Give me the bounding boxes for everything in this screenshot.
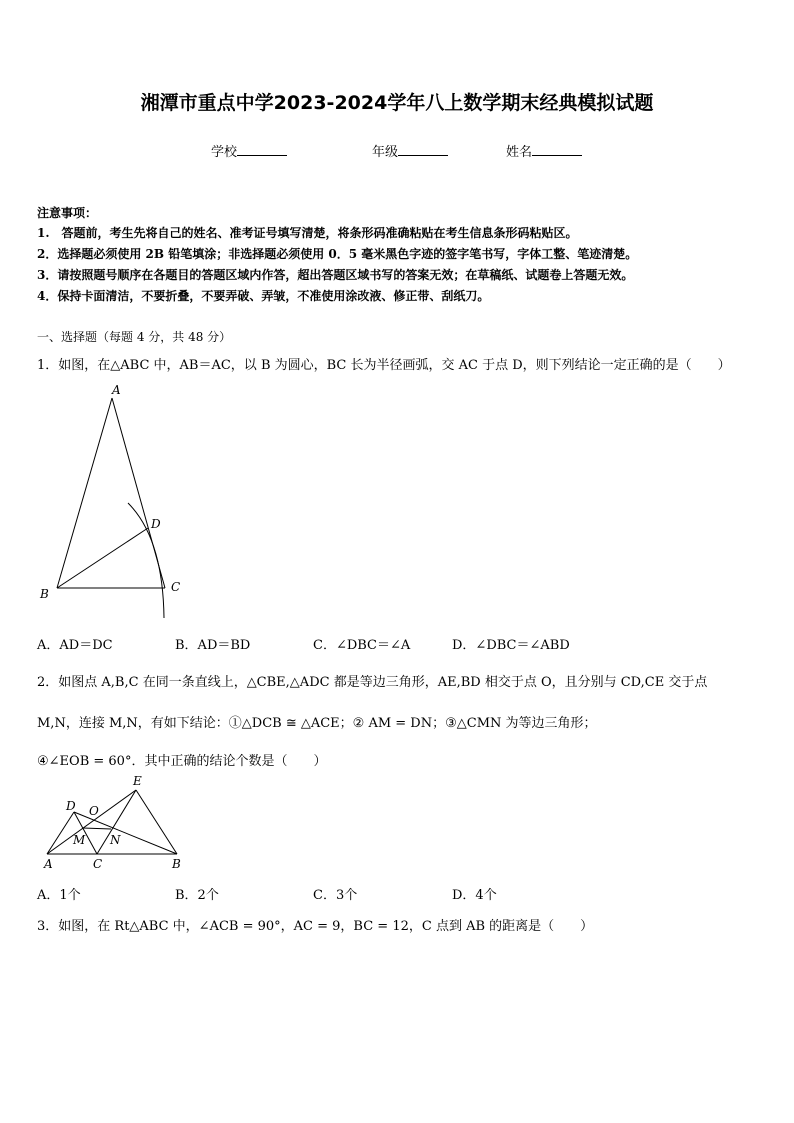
- notice-item: 3．请按照题号顺序在各题目的答题区域内作答，超出答题区域书写的答案无效；在草稿纸、试题卷上答题无效。: [37, 268, 634, 282]
- q1-option-d[interactable]: D．∠DBC＝∠ABD: [452, 638, 570, 653]
- grade-blank[interactable]: [398, 143, 448, 156]
- q2-label-b: B: [172, 857, 181, 871]
- q2-label-o: O: [89, 804, 99, 818]
- q1-option-c[interactable]: C．∠DBC＝∠A: [313, 638, 411, 653]
- q2-figure: [35, 770, 195, 874]
- page-title: 湘潭市重点中学2023-2024学年八上数学期末经典模拟试题: [140, 92, 654, 114]
- school-blank[interactable]: [237, 143, 287, 156]
- q2-option-b[interactable]: B．2个: [175, 888, 219, 903]
- name-blank[interactable]: [532, 143, 582, 156]
- notice-heading: 注意事项：: [37, 206, 98, 220]
- q1-label-b: B: [40, 587, 49, 601]
- q1-label-d: D: [151, 517, 161, 531]
- school-label: 学校: [211, 145, 238, 160]
- q2-line1: 2．如图点 A,B,C 在同一条直线上，△CBE,△ADC 都是等边三角形，AE,BD 相交于点 O，且分别与 CD,CE 交于点: [37, 675, 708, 690]
- q2-option-c[interactable]: C．3个: [313, 888, 358, 903]
- school-field: [211, 141, 287, 160]
- q2-label-d: D: [66, 799, 76, 813]
- q2-label-n: N: [110, 833, 121, 847]
- section-heading: 一、选择题（每题 4 分，共 48 分）: [37, 330, 232, 344]
- name-field: [506, 141, 582, 160]
- q2-line2: M,N，连接 M,N，有如下结论：①△DCB ≅ △ACE；② AM = DN；③△CMN 为等边三角形；: [37, 716, 597, 731]
- grade-field: [372, 141, 448, 160]
- q3-stem: 3．如图，在 Rt△ABC 中，∠ACB = 90°，AC = 9，BC = 12，C 点到 AB 的距离是（ ）: [37, 919, 594, 934]
- q2-line3: ④∠EOB = 60°．其中正确的结论个数是（ ）: [37, 754, 327, 769]
- q2-label-e: E: [133, 774, 142, 788]
- q1-stem: 1．如图，在△ABC 中，AB＝AC，以 B 为圆心，BC 长为半径画弧，交 AC 于点 D，则下列结论一定正确的是（ ）: [37, 358, 731, 373]
- q2-label-c: C: [93, 857, 103, 871]
- q2-label-a: A: [44, 857, 53, 871]
- notice-item: 4．保持卡面清洁，不要折叠，不要弄破、弄皱，不准使用涂改液、修正带、刮纸刀。: [37, 289, 490, 303]
- q2-option-d[interactable]: D．4个: [452, 888, 497, 903]
- q1-label-a: A: [112, 383, 121, 397]
- grade-label: 年级: [372, 145, 399, 160]
- q2-label-m: M: [73, 833, 86, 847]
- q2-option-a[interactable]: A．1个: [37, 888, 81, 903]
- notice-item: 1. 答题前，考生先将自己的姓名、准考证号填写清楚，将条形码准确粘贴在考生信息条形码粘贴区。: [37, 226, 578, 240]
- notice-item: 2．选择题必须使用 2B 铅笔填涂；非选择题必须使用 0．5 毫米黑色字迹的签字笔书写，字体工整、笔迹清楚。: [37, 247, 638, 261]
- q1-option-b[interactable]: B．AD＝BD: [175, 638, 251, 653]
- q1-figure: [30, 378, 200, 628]
- q1-option-a[interactable]: A．AD＝DC: [37, 638, 113, 653]
- q1-label-c: C: [171, 580, 181, 594]
- name-label: 姓名: [506, 145, 533, 160]
